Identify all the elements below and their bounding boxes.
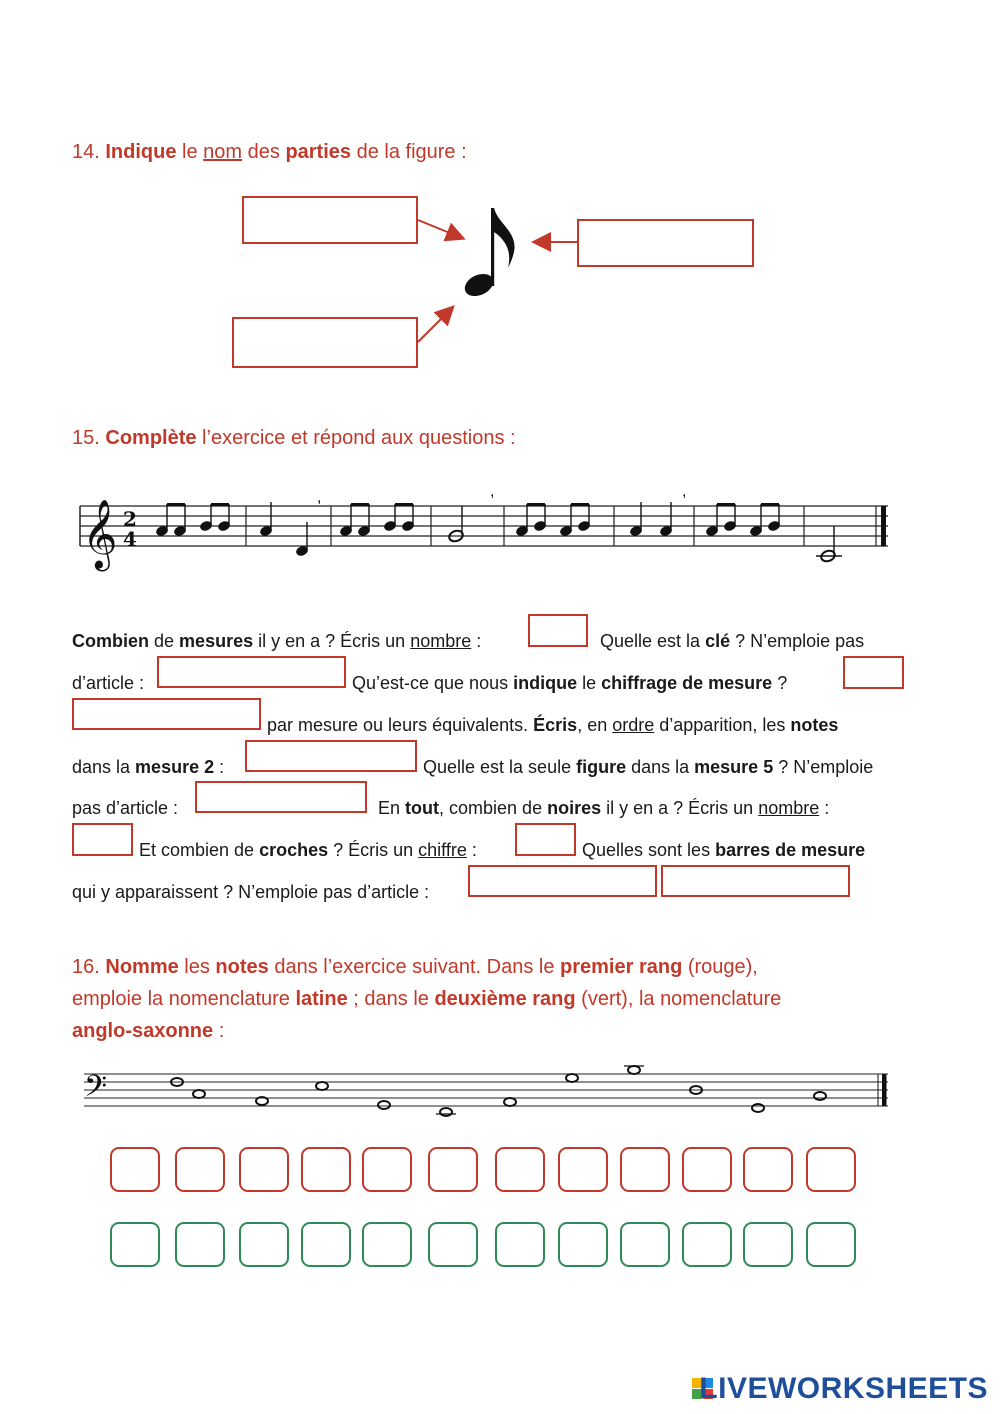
answer-quarter-count[interactable] xyxy=(72,823,133,856)
latin-answer-12[interactable] xyxy=(806,1147,856,1192)
q15-line-4a: dans la mesure 2 : xyxy=(72,757,225,777)
note-stem xyxy=(491,208,494,286)
q15-line-1: Combien de mesures il y en a ? Écris un nombre : xyxy=(72,631,482,651)
arrow-to-flag xyxy=(418,220,462,238)
english-answer-8[interactable] xyxy=(558,1222,608,1267)
latin-answer-2[interactable] xyxy=(175,1147,225,1192)
answer-clef[interactable] xyxy=(157,656,346,688)
answer-box-flag[interactable] xyxy=(242,196,418,244)
measure-7 xyxy=(705,503,781,537)
time-sig-bottom: 4 xyxy=(123,527,137,551)
bass-final-thick xyxy=(882,1074,887,1106)
latin-answer-6[interactable] xyxy=(428,1147,478,1192)
q15-line-6a: Et combien de croches ? Écris un chiffre : xyxy=(139,840,477,860)
svg-text:,: , xyxy=(317,489,322,506)
q16-heading-line-1: 16. Nomme les notes dans l’exercice suivant. Dans le premier rang (rouge), xyxy=(72,956,758,978)
svg-text:,: , xyxy=(490,483,495,500)
answer-barline-2[interactable] xyxy=(661,865,850,897)
q14-heading: 14. Indique le nom des parties de la figure : xyxy=(72,141,467,163)
english-answer-7[interactable] xyxy=(495,1222,545,1267)
q15-line-3: par mesure ou leurs équivalents. Écris, en ordre d’apparition, les notes xyxy=(267,715,839,735)
q15-line-1b: Quelle est la clé ? N’emploie pas xyxy=(600,631,865,651)
measure-3 xyxy=(339,503,415,537)
arrow-to-head xyxy=(418,308,452,342)
q15-line-7: qui y apparaissent ? N’emploie pas d’article : xyxy=(72,882,430,902)
answer-figure-measure-5[interactable] xyxy=(195,781,367,813)
measure-1 xyxy=(155,503,231,537)
time-sig-top: 2 xyxy=(123,507,137,531)
q15-line-6b: Quelles sont les barres de mesure xyxy=(582,840,866,860)
english-answer-9[interactable] xyxy=(620,1222,670,1267)
answer-notes-measure-2[interactable] xyxy=(245,740,417,772)
latin-answer-7[interactable] xyxy=(495,1147,545,1192)
answer-barline-1[interactable] xyxy=(468,865,657,897)
q15-heading: 15. Complète l’exercice et répond aux questions : xyxy=(72,427,516,449)
latin-answer-3[interactable] xyxy=(239,1147,289,1192)
bass-clef-icon: 𝄢 xyxy=(84,1070,108,1111)
english-answer-12[interactable] xyxy=(806,1222,856,1267)
q15-line-5b: En tout, combien de noires il y en a ? Écris un nombre : xyxy=(378,798,830,818)
liveworksheets-logo: LIVEWORKSHEETS xyxy=(699,1372,988,1405)
english-answer-5[interactable] xyxy=(362,1222,412,1267)
q15-line-2a: d’article : xyxy=(72,673,145,693)
answer-box-head[interactable] xyxy=(232,317,418,368)
english-answer-10[interactable] xyxy=(682,1222,732,1267)
note-flag xyxy=(494,208,515,268)
answer-time-sig-figure[interactable] xyxy=(72,698,261,730)
latin-answer-11[interactable] xyxy=(743,1147,793,1192)
answer-number-of-measures[interactable] xyxy=(528,614,588,647)
treble-staff-exercise xyxy=(76,482,896,574)
latin-answer-9[interactable] xyxy=(620,1147,670,1192)
answer-box-stem[interactable] xyxy=(577,219,754,267)
q16-heading-line-2: emploie la nomenclature latine ; dans le deuxième rang (vert), la nomenclature xyxy=(72,988,782,1010)
latin-answer-4[interactable] xyxy=(301,1147,351,1192)
latin-answer-10[interactable] xyxy=(682,1147,732,1192)
latin-answer-5[interactable] xyxy=(362,1147,412,1192)
bass-staff-exercise xyxy=(82,1060,892,1120)
english-answer-6[interactable] xyxy=(428,1222,478,1267)
english-answer-4[interactable] xyxy=(301,1222,351,1267)
q15-line-2b: Qu’est-ce que nous indique le chiffrage de mesure ? xyxy=(352,673,788,693)
svg-text:,: , xyxy=(682,483,687,500)
q16-heading-line-3: anglo-saxonne : xyxy=(72,1020,225,1042)
q15-line-5a: pas d’article : xyxy=(72,798,179,818)
english-answer-3[interactable] xyxy=(239,1222,289,1267)
english-answer-11[interactable] xyxy=(743,1222,793,1267)
measure-4 xyxy=(448,483,495,543)
q15-line-4b: Quelle est la seule figure dans la mesure 5 ? N’emploie xyxy=(423,757,874,777)
measure-6 xyxy=(629,483,687,537)
treble-clef-icon: 𝄞 xyxy=(82,499,118,569)
latin-answer-8[interactable] xyxy=(558,1147,608,1192)
answer-time-sig-count[interactable] xyxy=(843,656,904,689)
english-answer-2[interactable] xyxy=(175,1222,225,1267)
latin-answer-1[interactable] xyxy=(110,1147,160,1192)
answer-eighth-count[interactable] xyxy=(515,823,576,856)
english-answer-1[interactable] xyxy=(110,1222,160,1267)
final-barline-thick xyxy=(881,506,886,546)
measure-2 xyxy=(259,489,322,557)
eighth-note-figure xyxy=(400,190,580,370)
measure-8 xyxy=(816,526,842,563)
measure-5 xyxy=(515,503,591,537)
